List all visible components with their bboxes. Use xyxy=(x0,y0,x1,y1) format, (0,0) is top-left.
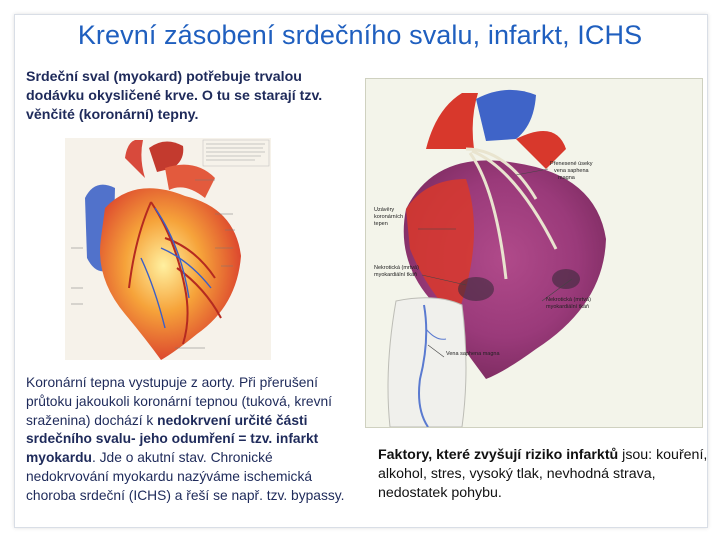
necrotic-right-label: Nekrotická (mrtvá) myokardiální tkáň xyxy=(546,297,591,310)
risk-factors-list: jsou: kouření, alkohol, stres, vysoký tlak, nevhodná strava, nedostatek pohybu. xyxy=(378,447,708,501)
body-text-part2: . Jde o akutní stav. Chronické nedokrvování myokardu nazýváme ischemická choroba srdeční (ICHS) a řeší se např. tzv. bypassy. xyxy=(26,450,345,503)
risk-factors-text xyxy=(378,446,708,503)
vein-label: Vena saphena magna xyxy=(446,351,500,357)
slide-title: Krevní zásobení srdečního svalu, infarkt, ICHS xyxy=(77,20,643,50)
intro-text: Srdeční sval (myokard) potřebuje trvalou dodávku okysličené krve. O tu se starají tzv. věnčité (koronární) tepny. xyxy=(26,69,323,123)
body-text-part1: Koronární tepna vystupuje z aorty. Při přerušení průtoku jakoukoli koronární tepnou (tuková, krevní sraženina) dochází k xyxy=(26,375,333,428)
necrotic-left-label: Nekrotická (mrtvá) myokardiální tkáň xyxy=(374,265,419,278)
body-text xyxy=(26,374,346,506)
bypass-heart-illustration xyxy=(365,78,703,428)
occluded-label: Uzávěry koronárních tepen xyxy=(374,207,404,227)
body-text-bold: nedokrvení určité části srdečního svalu- jeho odumření = tzv. infarkt myokardu xyxy=(26,412,319,466)
risk-factors-heading: Faktory, které zvyšují riziko infarktů xyxy=(378,447,619,463)
coronary-heart-illustration xyxy=(65,138,271,360)
graft-label: Přenesené úseky vena saphena magna xyxy=(550,161,593,181)
